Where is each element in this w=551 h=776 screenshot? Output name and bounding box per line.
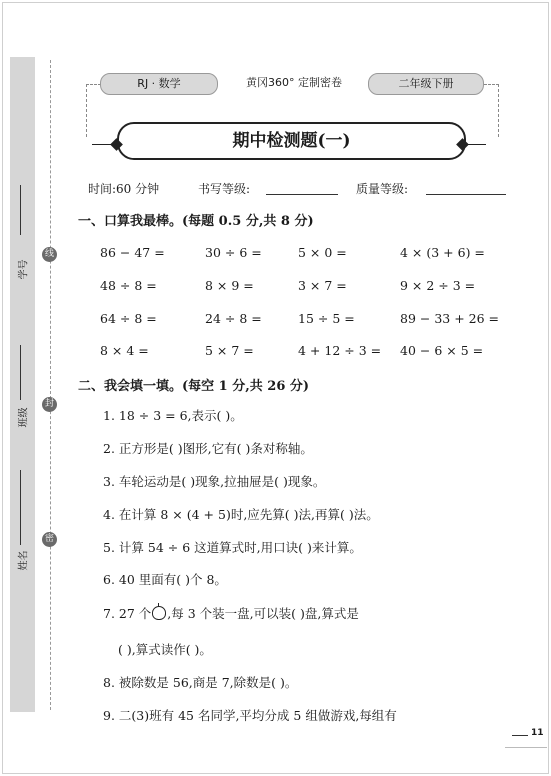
question-6: 6. 40 里面有( )个 8。 [103,572,227,587]
question-9: 9. 二(3)班有 45 名同学,平均分成 5 组做游戏,每组有 [103,708,397,723]
class-line [20,345,21,400]
seal-char-line: 线 [42,247,57,262]
calc-item: 64 ÷ 8 = [100,311,157,326]
question-2: 2. 正方形是( )图形,它有( )条对称轴。 [103,441,313,456]
writing-grade-label: 书写等级: [198,182,251,196]
calc-item: 5 × 7 = [205,343,254,358]
question-5: 5. 计算 54 ÷ 6 这道算式时,用口诀( )来计算。 [103,540,362,555]
calc-item: 24 ÷ 8 = [205,311,262,326]
header-bar [100,73,484,95]
question-4: 4. 在计算 8 × (4 + 5)时,应先算( )法,再算( )法。 [103,507,379,522]
calc-item: 30 ÷ 6 = [205,245,262,260]
brand-text: 黄冈360° 定制密卷 [246,76,342,89]
question-7-start: 7. 27 个 [103,606,152,621]
quality-grade-label: 质量等级: [356,182,409,196]
student-no-line [20,185,21,235]
binding-dashed-line [50,60,51,710]
calc-item: 89 − 33 + 26 = [400,311,500,326]
time-label: 时间:60 分钟 [88,182,160,196]
calc-item: 8 × 9 = [205,278,254,293]
quality-grade-blank[interactable] [426,194,506,195]
calc-item: 48 ÷ 8 = [100,278,157,293]
subject-pill: RJ · 数学 [100,73,218,95]
question-3: 3. 车轮运动是( )现象,拉抽屉是( )现象。 [103,474,326,489]
calc-item: 86 − 47 = [100,245,165,260]
calc-item: 4 × (3 + 6) = [400,245,485,260]
name-line [20,470,21,545]
calc-item: 3 × 7 = [298,278,347,293]
writing-grade-blank[interactable] [266,194,338,195]
page-number: 11 [531,728,544,738]
header-bracket-right [484,84,499,137]
calc-item: 8 × 4 = [100,343,149,358]
class-label: 班级 [18,407,30,428]
seal-char-secret: 密 [42,532,57,547]
header-bracket-left [86,84,101,137]
seal-char-seal: 封 [42,397,57,412]
apple-icon [152,606,166,620]
name-label: 姓名 [18,550,30,571]
grade-pill: 二年级下册 [368,73,484,95]
calc-item: 4 + 12 ÷ 3 = [298,343,382,358]
calc-item: 9 × 2 ÷ 3 = [400,278,476,293]
section1-heading: 一、口算我最棒。(每题 0.5 分,共 8 分) [78,214,314,229]
section2-heading: 二、我会填一填。(每空 1 分,共 26 分) [78,379,310,394]
question-7-line2: ( ),算式读作( )。 [118,642,212,657]
question-7 [103,604,359,622]
binding-strip [10,57,35,712]
calc-item: 15 ÷ 5 = [298,311,355,326]
question-8: 8. 被除数是 56,商是 7,除数是( )。 [103,675,298,690]
question-7-rest: ,每 3 个装一盘,可以装( )盘,算式是 [167,606,359,621]
bottom-rule [505,747,547,748]
question-1: 1. 18 ÷ 3 = 6,表示( )。 [103,408,243,423]
student-no-label: 学号 [18,259,30,280]
calc-item: 5 × 0 = [298,245,347,260]
footer-line [512,735,528,736]
page-title: 期中检测题(一) [117,122,466,160]
calc-item: 40 − 6 × 5 = [400,343,484,358]
info-row [88,180,518,198]
